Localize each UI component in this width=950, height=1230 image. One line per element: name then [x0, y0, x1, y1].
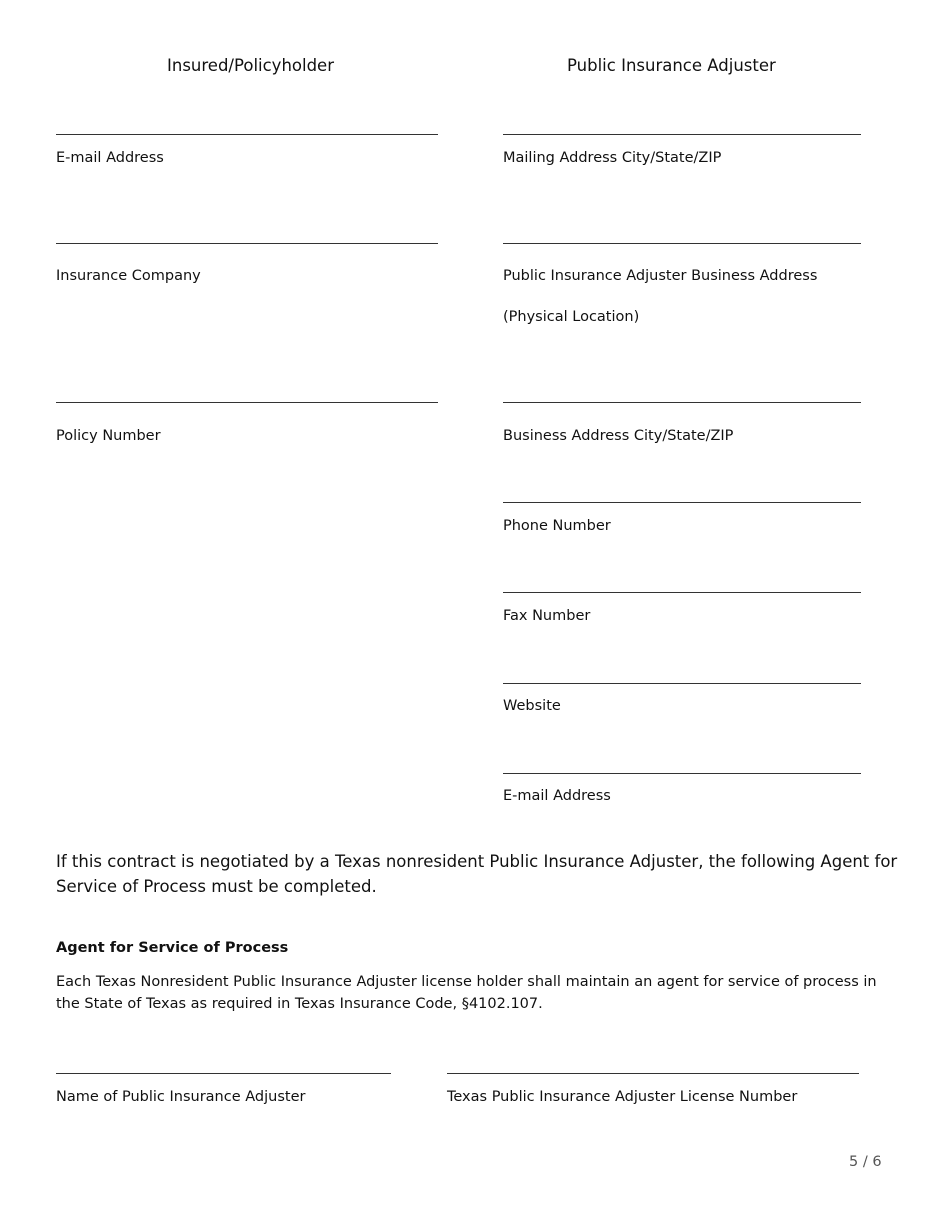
license-number-label: Texas Public Insurance Adjuster License Number [447, 1089, 798, 1105]
adjuster-name-line[interactable] [56, 1073, 391, 1074]
adjuster-column-header: Public Insurance Adjuster [567, 56, 776, 75]
nonresident-intro-paragraph: If this contract is negotiated by a Texas nonresident Public Insurance Adjuster, the following Agent for Service of Process must be completed. [56, 852, 898, 896]
website-line[interactable] [503, 683, 861, 684]
insured-email-label: E-mail Address [56, 150, 164, 166]
insured-email-line[interactable] [56, 134, 438, 135]
page-indicator: 5 / 6 [849, 1154, 882, 1170]
business-city-line[interactable] [503, 402, 861, 403]
policy-number-label: Policy Number [56, 428, 161, 444]
phone-number-label: Phone Number [503, 518, 611, 534]
mailing-address-label: Mailing Address City/State/ZIP [503, 150, 722, 166]
business-address-label: Public Insurance Adjuster Business Address [503, 268, 818, 284]
license-number-line[interactable] [447, 1073, 859, 1074]
business-city-label: Business Address City/State/ZIP [503, 428, 734, 444]
agent-section-body: Each Texas Nonresident Public Insurance Adjuster license holder shall maintain an agent for service of process in the State of Texas as required in Texas Insurance Code, §4102.107. [56, 974, 877, 1012]
adjuster-name-label: Name of Public Insurance Adjuster [56, 1089, 306, 1105]
policy-number-line[interactable] [56, 402, 438, 403]
insurance-company-line[interactable] [56, 243, 438, 244]
insured-column-header: Insured/Policyholder [167, 56, 334, 75]
website-label: Website [503, 698, 561, 714]
fax-number-label: Fax Number [503, 608, 591, 624]
insurance-company-label: Insurance Company [56, 268, 201, 284]
agent-section-title: Agent for Service of Process [56, 940, 289, 956]
adjuster-email-label: E-mail Address [503, 788, 611, 804]
physical-location-label: (Physical Location) [503, 309, 640, 325]
mailing-address-line[interactable] [503, 134, 861, 135]
adjuster-email-line[interactable] [503, 773, 861, 774]
phone-number-line[interactable] [503, 502, 861, 503]
fax-number-line[interactable] [503, 592, 861, 593]
business-address-line[interactable] [503, 243, 861, 244]
